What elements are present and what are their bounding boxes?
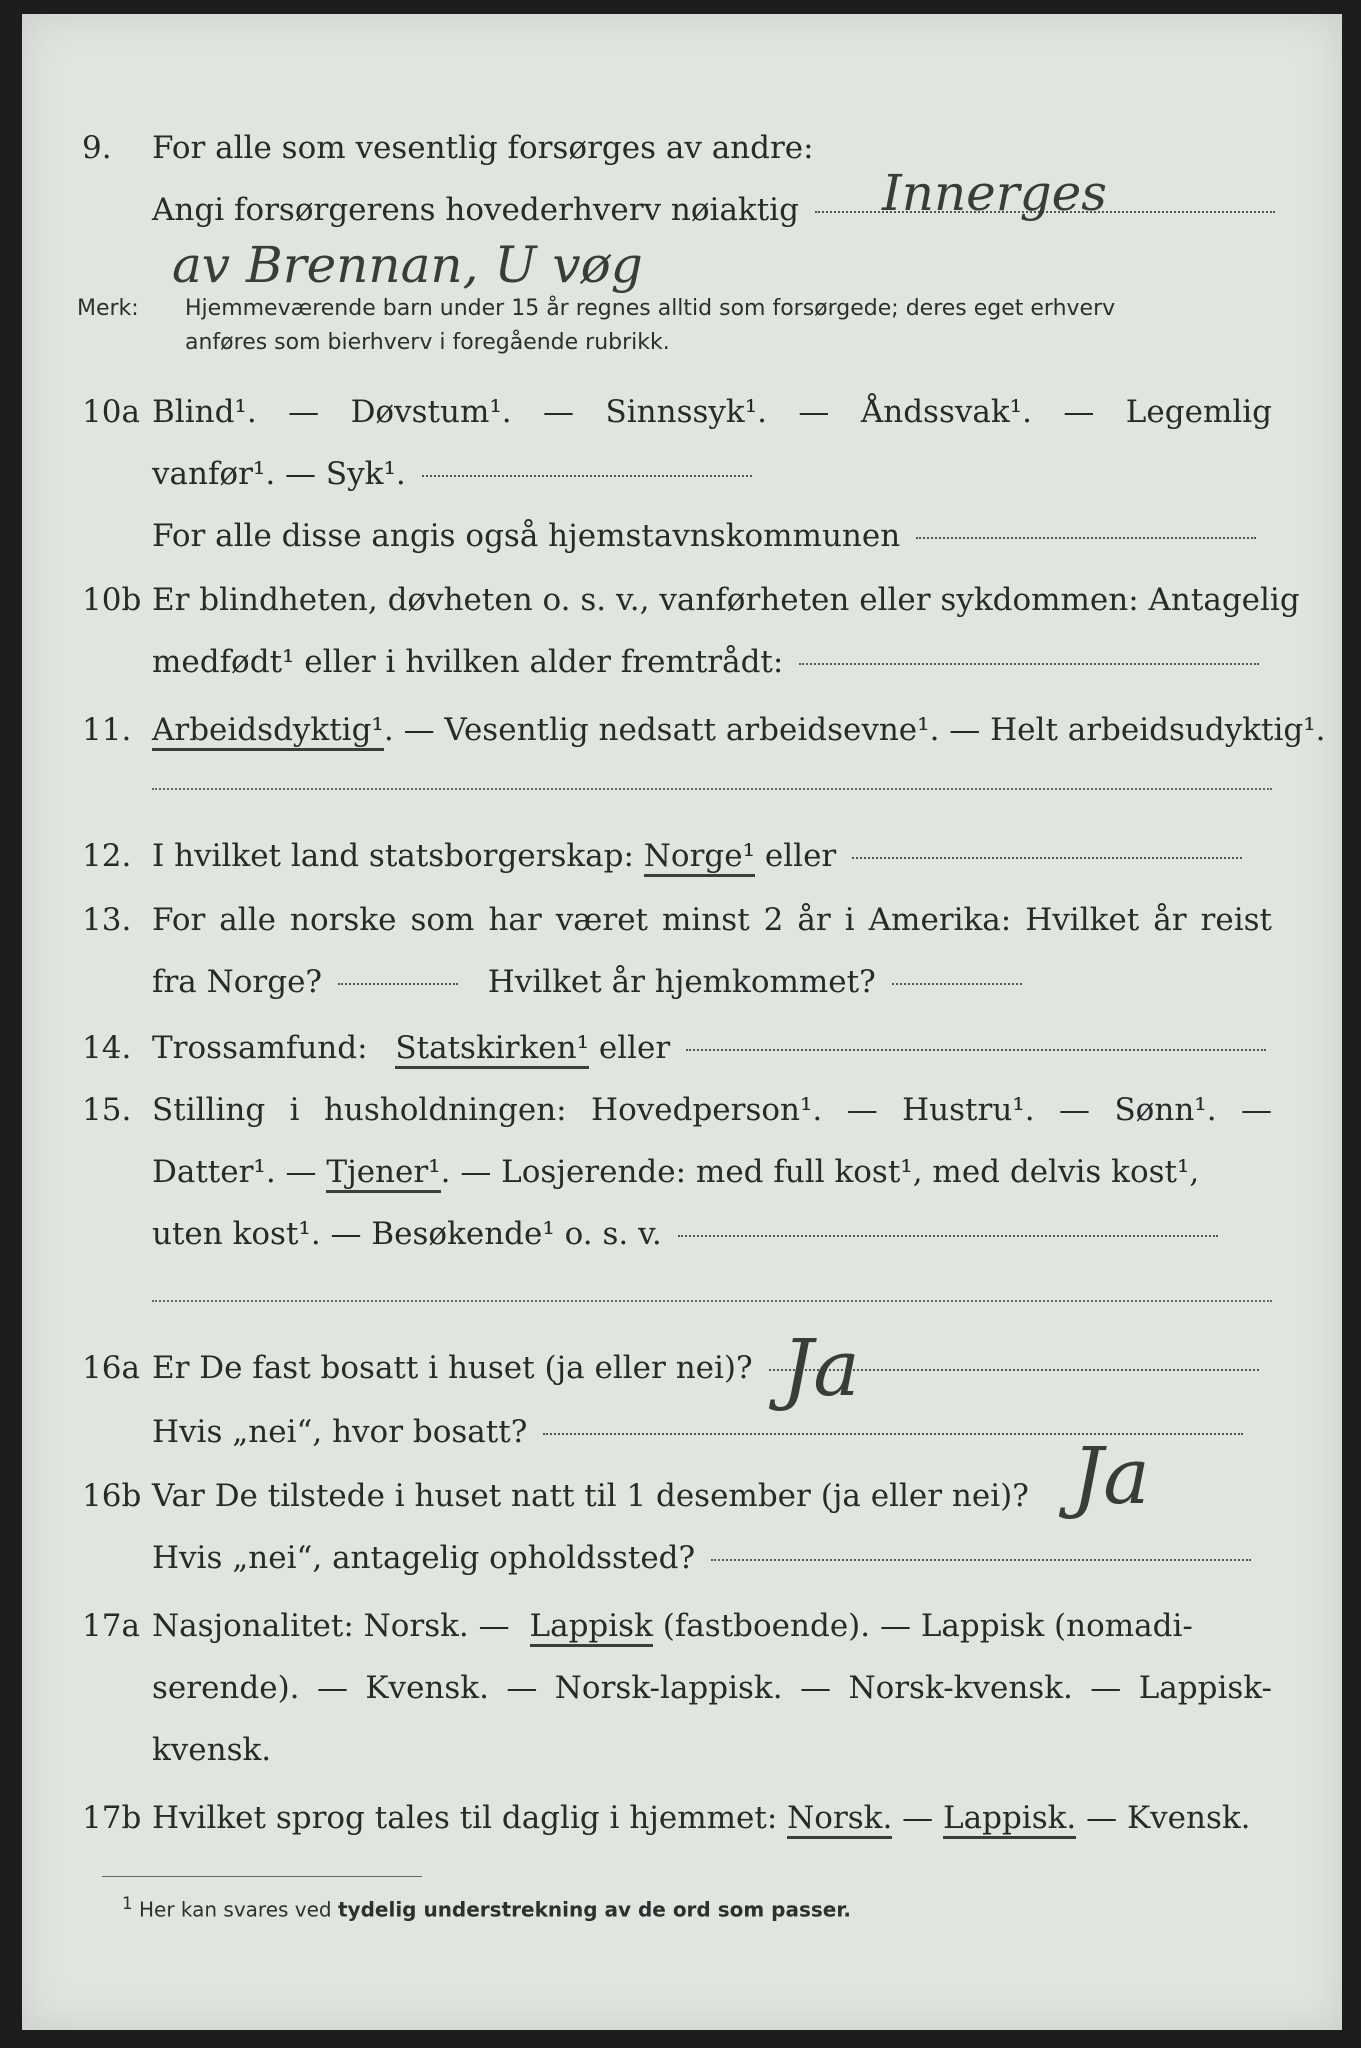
footnote-separator	[102, 1876, 422, 1877]
q12-number: 12.	[82, 838, 132, 874]
q10a-text2: vanfør¹. — Syk¹.	[152, 456, 406, 492]
q16a-handwritten-answer: Ja	[782, 1324, 860, 1414]
q14-text: Trossamfund:	[152, 1030, 368, 1066]
q17b-kvensk: — Kvensk.	[1086, 1800, 1251, 1836]
q17b-dash: —	[902, 1800, 934, 1836]
q16b-row2	[22, 1532, 1342, 1584]
footnote-text: Her kan svares ved	[138, 1897, 332, 1922]
q10a-municipality-line[interactable]	[916, 536, 1256, 539]
q12-option-norge[interactable]: Norge¹	[644, 838, 755, 877]
q10a-row2	[22, 448, 1342, 500]
q9-handwritten-answer1: Innerges	[882, 164, 1107, 222]
q16a-text2: Hvis „nei“, hvor bosatt?	[152, 1414, 528, 1450]
q15-text1: Stilling i husholdningen: Hovedperson¹. — Hustru¹. — Sønn¹. —	[152, 1092, 1272, 1128]
q14-row	[22, 1022, 1342, 1074]
q17b-label: Hvilket sprog tales til daglig i hjemmet:	[152, 1800, 778, 1836]
q16a-number: 16a	[82, 1350, 140, 1386]
q10b-text2: medfødt¹ eller i hvilken alder fremtrådt:	[152, 644, 784, 680]
merk-label: Merk:	[77, 296, 139, 321]
q16b-text1: Var De tilstede i huset natt til 1 desember (ja eller nei)?	[152, 1478, 1029, 1514]
q17b-option-lappisk[interactable]: Lappisk.	[943, 1800, 1076, 1839]
q10b-text1: Er blindheten, døvheten o. s. v., vanførheten eller sykdommen: Antagelig	[152, 582, 1300, 618]
q16b-number: 16b	[82, 1478, 142, 1514]
q17a-option-lappisk[interactable]: Lappisk	[530, 1608, 653, 1647]
q17a-fastboende: (fastboende). — Lappisk (nomadi-	[662, 1608, 1193, 1644]
q15-text3: uten kost¹. — Besøkende¹ o. s. v.	[152, 1216, 662, 1252]
footnote-bold-text: tydelig understrekning av de ord som passer.	[337, 1897, 851, 1922]
q9-text1: For alle som vesentlig forsørges av andre:	[152, 130, 814, 166]
footnote-mark: 1	[122, 1894, 133, 1913]
q12-answer-line[interactable]	[852, 856, 1242, 859]
q10a-text1: Blind¹. — Døvstum¹. — Sinnssyk¹. — Åndssvak¹. — Legemlig	[152, 394, 1272, 430]
q17b-row	[22, 1792, 1342, 1844]
q10b-row1	[22, 574, 1342, 626]
q10a-row3	[22, 510, 1342, 562]
q17a-row2	[22, 1662, 1342, 1714]
q10a-answer-line[interactable]	[422, 474, 752, 477]
merk-line1: Hjemmeværende barn under 15 år regnes alltid som forsørgede; deres eget erhverv	[185, 296, 1116, 321]
q16b-handwritten-answer: Ja	[1072, 1432, 1150, 1522]
q16a-row1	[22, 1342, 1342, 1394]
q13-number: 13.	[82, 902, 132, 938]
q17a-text3: kvensk.	[152, 1732, 272, 1768]
q17a-label: Nasjonalitet: Norsk. —	[152, 1608, 510, 1644]
q15-number: 15.	[82, 1092, 132, 1128]
q14-eller: eller	[598, 1030, 671, 1066]
q17b-number: 17b	[82, 1800, 142, 1836]
q17a-number: 17a	[82, 1608, 140, 1644]
footnote	[122, 1894, 851, 1922]
q13-reist-label: fra Norge?	[152, 964, 323, 1000]
q9-row1	[22, 122, 1342, 174]
q16b-text2: Hvis „nei“, antagelig opholdssted?	[152, 1540, 696, 1576]
q10a-row1	[22, 386, 1342, 438]
q12-row	[22, 830, 1342, 882]
q11-number: 11.	[82, 712, 132, 748]
q13-row1	[22, 894, 1342, 946]
q10a-number: 10a	[82, 394, 140, 430]
q15-answer-line[interactable]	[678, 1234, 1218, 1237]
q14-answer-line[interactable]	[686, 1048, 1266, 1051]
census-form-page	[22, 14, 1342, 2030]
q9-text2: Angi forsørgerens hovederhverv nøiaktig	[152, 192, 799, 228]
q14-number: 14.	[82, 1030, 132, 1066]
merk-line2: anføres som bierhverv i foregående rubrikk.	[185, 330, 670, 355]
q11-other-options: . — Vesentlig nedsatt arbeidsevne¹. — Helt arbeidsudyktig¹.	[383, 712, 1326, 748]
q13-reist-line[interactable]	[338, 982, 458, 985]
q15-row3	[22, 1208, 1342, 1260]
q12-eller: eller	[764, 838, 837, 874]
q13-row2	[22, 956, 1342, 1008]
q10b-row2	[22, 636, 1342, 688]
q12-text: I hvilket land statsborgerskap:	[152, 838, 634, 874]
q17b-option-norsk[interactable]: Norsk.	[787, 1800, 892, 1839]
q15-row1	[22, 1084, 1342, 1136]
q13-text1: For alle norske som har været minst 2 år i Amerika: Hvilket år reist	[152, 902, 1272, 938]
q16b-opholdssted-line[interactable]	[711, 1558, 1251, 1561]
q11-row	[22, 704, 1342, 756]
q10b-number: 10b	[82, 582, 142, 618]
q13-hjemkommet-label: Hvilket år hjemkommet?	[487, 964, 876, 1000]
q9-handwritten-answer2: av Brennan, U vøg	[172, 236, 643, 294]
q15-option-tjener[interactable]: Tjener¹	[326, 1154, 440, 1193]
q11-option-arbeidsdyktig[interactable]: Arbeidsdyktig¹	[152, 712, 384, 751]
q17a-row1	[22, 1600, 1342, 1652]
q15-datter: Datter¹. —	[152, 1154, 317, 1190]
q10b-answer-line[interactable]	[799, 662, 1259, 665]
q11-extra-line	[152, 788, 1272, 790]
q16a-text1: Er De fast bosatt i huset (ja eller nei)?	[152, 1350, 753, 1386]
q15-row2	[22, 1146, 1342, 1198]
q17a-row3	[22, 1724, 1342, 1776]
q13-hjemkommet-line[interactable]	[892, 982, 1022, 985]
q15-extra-line	[152, 1300, 1272, 1302]
q15-losjerende: . — Losjerende: med full kost¹, med delvis kost¹,	[440, 1154, 1200, 1190]
q10a-text3: For alle disse angis også hjemstavnskommunen	[152, 518, 901, 554]
q17a-text2: serende). — Kvensk. — Norsk-lappisk. — Norsk-kvensk. — Lappisk-	[152, 1670, 1272, 1706]
q14-option-statskirken[interactable]: Statskirken¹	[395, 1030, 589, 1069]
q9-number: 9.	[82, 130, 112, 166]
q9-row2	[22, 184, 1342, 236]
